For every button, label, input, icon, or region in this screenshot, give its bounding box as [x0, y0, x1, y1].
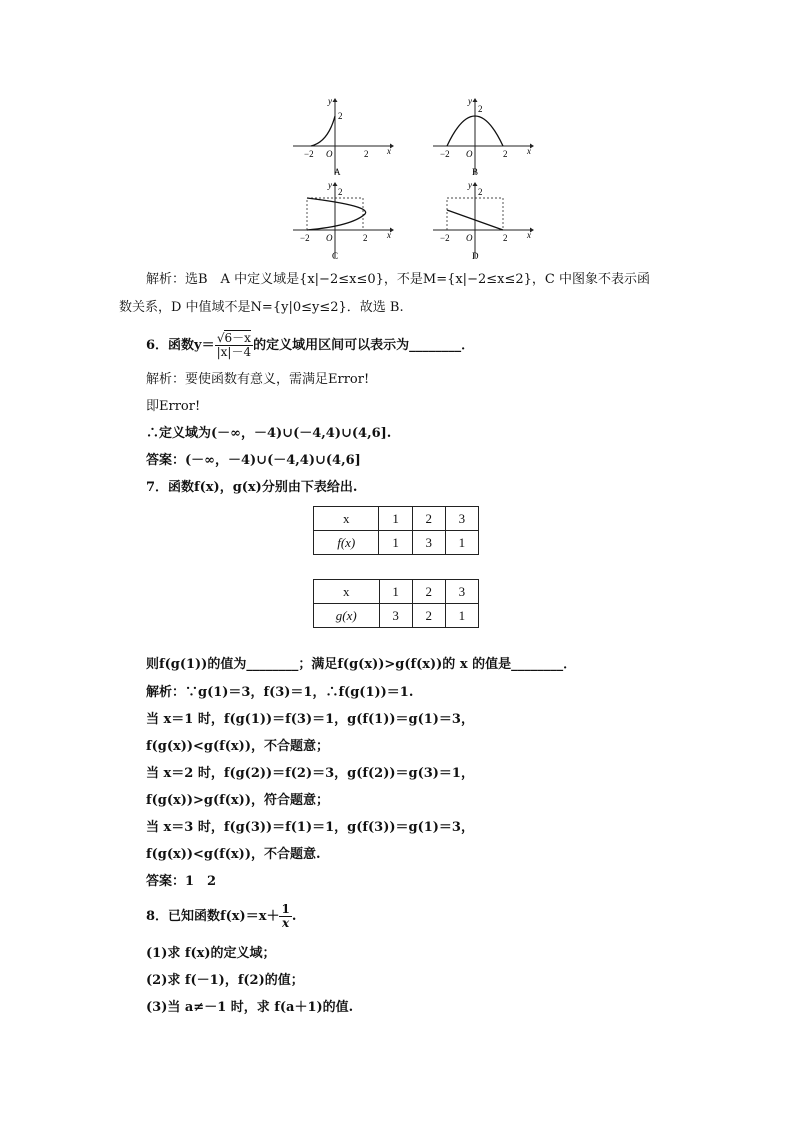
table-row [314, 507, 479, 531]
origin-label: O [326, 233, 333, 243]
y-tick: 2 [338, 187, 343, 197]
table-cell: g(x) [314, 604, 380, 628]
graph-c [290, 180, 395, 262]
q7-analysis-line: 当 x＝2 时，f(g(2))＝f(2)＝3，g(f(2))＝g(3)＝1， [146, 766, 474, 781]
x-axis-label: x [527, 230, 531, 240]
origin-label: O [466, 149, 473, 159]
table-cell: 2 [412, 604, 445, 628]
q7-analysis-line: f(g(x))>g(f(x))，符合题意； [146, 793, 329, 808]
q6-analysis1: 解析：要使函数有意义，需满足Error! [146, 372, 370, 387]
tick-pos: 2 [363, 233, 368, 243]
tick-neg: −2 [440, 233, 450, 243]
table-cell: 3 [445, 507, 478, 531]
q8-frac-num: 1 [281, 902, 290, 916]
y-axis-label: y [328, 180, 332, 190]
graph-d [430, 180, 535, 262]
q8-frac-den: x [282, 916, 290, 930]
graph-caption: D [472, 251, 479, 261]
q7-title: 7．函数f(x)，g(x)分别由下表给出. [146, 480, 358, 495]
table-cell: f(x) [314, 531, 379, 555]
q8-suffix: . [291, 909, 297, 924]
q7-analysis-line: f(g(x))<g(f(x))，不合题意. [146, 847, 321, 862]
y-axis-label: y [328, 96, 332, 106]
table-row [314, 580, 479, 604]
table-cell: x [314, 507, 379, 531]
x-axis-label: x [527, 146, 531, 156]
table-cell: 3 [412, 531, 445, 555]
q7-analysis-line: 当 x＝3 时，f(g(3))＝f(1)＝1，g(f(3))＝g(1)＝3， [146, 820, 474, 835]
tick-neg: −2 [304, 149, 314, 159]
y-tick: 2 [338, 111, 343, 121]
q6-question [146, 332, 474, 359]
y-tick: 2 [478, 187, 483, 197]
table-cell: 1 [379, 531, 412, 555]
q5-analysis-line2: 数关系，D 中值域不是N={y|0≤y≤2}．故选 B. [119, 300, 404, 315]
q6-answer: 答案：(－∞，－4)∪(－4,4)∪(4,6] [146, 453, 361, 468]
graph-caption: C [332, 251, 339, 261]
origin-label: O [326, 149, 333, 159]
q7-question: 则f(g(1))的值为________；满足f(g(x))>g(f(x))的 x 的值是________． [146, 657, 577, 672]
q8-part: (2)求 f(－1)，f(2)的值； [146, 973, 304, 988]
graph-b [430, 96, 535, 178]
x-axis-label: x [387, 230, 391, 240]
q6-prefix: 6．函数y＝ [146, 338, 215, 353]
x-axis-label: x [387, 146, 391, 156]
q6-fraction: $\frac{√6-x}{|x|-4}$ [216, 331, 252, 359]
table-row [314, 604, 479, 628]
table-row [314, 531, 479, 555]
q7-analysis-line: 当 x＝1 时，f(g(1))＝f(3)＝1，g(f(1))＝g(1)＝3， [146, 712, 474, 727]
q7-answer: 答案：1 2 [146, 874, 217, 889]
q7-analysis-line: f(g(x))<g(f(x))，不合题意； [146, 739, 329, 754]
q6-suffix: 的定义域用区间可以表示为________． [253, 338, 475, 353]
graph-a [290, 96, 395, 178]
q8-question [146, 903, 296, 931]
y-axis-label: y [468, 96, 472, 106]
q8-part: (1)求 f(x)的定义域； [146, 946, 276, 961]
table-cell: 1 [379, 507, 412, 531]
tick-pos: 2 [503, 233, 508, 243]
table-g [313, 579, 479, 628]
table-cell: 2 [412, 507, 445, 531]
origin-label: O [466, 233, 473, 243]
table-cell: 1 [445, 531, 478, 555]
q8-fraction [279, 903, 291, 930]
table-cell: 1 [379, 580, 412, 604]
q6-analysis2: 即Error! [146, 399, 201, 414]
graph-caption: B [472, 167, 479, 177]
q6-denominator: |x|－4 [216, 345, 252, 359]
table-cell: 3 [379, 604, 412, 628]
q8-part: (3)当 a≠－1 时，求 f(a＋1)的值. [146, 1000, 354, 1015]
table-f [313, 506, 479, 555]
q8-prefix: 8．已知函数f(x)＝x＋ [146, 909, 280, 924]
tick-pos: 2 [364, 149, 369, 159]
table-cell: 2 [412, 580, 445, 604]
graph-caption: A [334, 167, 341, 177]
q7-analysis-line: 解析：∵g(1)＝3，f(3)＝1，∴f(g(1))＝1. [146, 685, 414, 700]
tick-neg: −2 [440, 149, 450, 159]
y-tick: 2 [478, 104, 483, 114]
q6-analysis3: ∴定义域为(－∞，－4)∪(－4,4)∪(4,6]. [146, 426, 392, 441]
table-cell: x [314, 580, 380, 604]
tick-neg: −2 [300, 233, 310, 243]
y-axis-label: y [468, 180, 472, 190]
table-cell: 3 [445, 580, 478, 604]
tick-pos: 2 [503, 149, 508, 159]
table-cell: 1 [445, 604, 478, 628]
q6-numerator: 6－x [224, 331, 251, 345]
q5-analysis-line1: 解析：选B A 中定义域是{x|−2≤x≤0}，不是M={x|−2≤x≤2}，C 中图象不表示函 [146, 272, 650, 287]
